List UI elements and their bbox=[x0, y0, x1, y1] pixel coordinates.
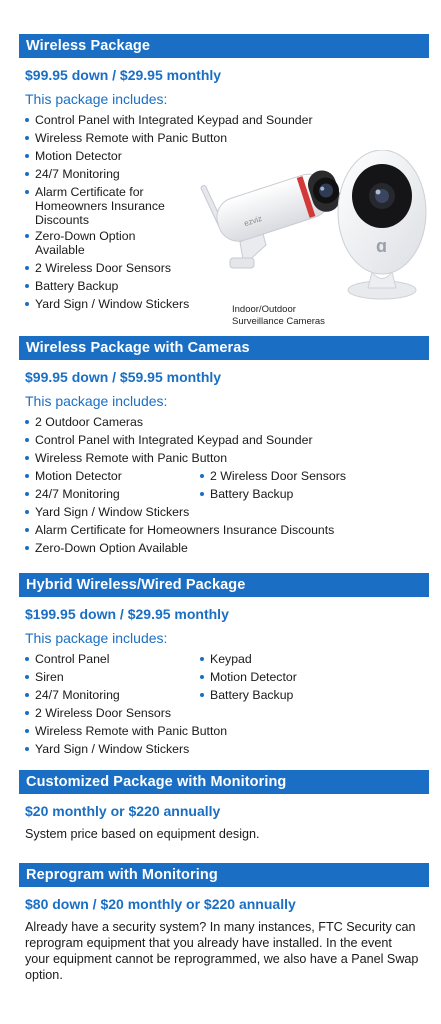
description: Already have a security system? In many instances, FTC Security can reprogram equipment that you already have installed. In the event your equipment cannot be reprogrammed, we also have a Panel Swap option. bbox=[25, 920, 419, 982]
list-item: Battery Backup bbox=[200, 485, 346, 503]
list-item: Wireless Remote with Panic Button bbox=[25, 129, 325, 147]
feature-columns bbox=[19, 650, 429, 704]
hybrid-package-section bbox=[19, 573, 429, 758]
list-item: 2 Wireless Door Sensors bbox=[25, 704, 429, 722]
list-item: 24/7 Monitoring bbox=[25, 165, 199, 183]
section-title: Wireless Package bbox=[19, 34, 429, 58]
wireless-cameras-package-section bbox=[19, 336, 429, 557]
list-item: Control Panel bbox=[25, 650, 200, 668]
feature-list-col2 bbox=[200, 467, 346, 503]
list-item: Yard Sign / Window Stickers bbox=[25, 295, 199, 313]
list-item: Zero-Down Option Available bbox=[25, 539, 429, 557]
includes-heading: This package includes: bbox=[25, 393, 168, 409]
price: $99.95 down / $59.95 monthly bbox=[25, 369, 222, 385]
list-item: 2 Wireless Door Sensors bbox=[200, 467, 346, 485]
camera-illustration bbox=[200, 150, 430, 310]
list-item: 24/7 Monitoring bbox=[25, 485, 200, 503]
list-item: Yard Sign / Window Stickers bbox=[25, 740, 429, 758]
section-title: Reprogram with Monitoring bbox=[19, 863, 429, 887]
includes-heading: This package includes: bbox=[25, 91, 168, 107]
section-title: Wireless Package with Cameras bbox=[19, 336, 429, 360]
list-item: Alarm Certificate for Homeowners Insurance Discounts bbox=[25, 185, 200, 227]
camera-logo-text: ɑ bbox=[376, 236, 387, 256]
list-item: Motion Detector bbox=[25, 467, 200, 485]
price: $199.95 down / $29.95 monthly bbox=[25, 606, 229, 622]
list-item: Control Panel with Integrated Keypad and Sounder bbox=[25, 431, 429, 449]
description: System price based on equipment design. bbox=[25, 827, 260, 841]
feature-list bbox=[19, 704, 429, 758]
feature-list bbox=[19, 503, 429, 557]
price: $20 monthly or $220 annually bbox=[25, 803, 221, 819]
list-item: Keypad bbox=[200, 650, 297, 668]
list-item: Control Panel with Integrated Keypad and Sounder bbox=[25, 111, 425, 129]
reprogram-section bbox=[19, 863, 429, 983]
list-item: Wireless Remote with Panic Button bbox=[25, 449, 429, 467]
camera-brand-text: ezviz bbox=[242, 213, 264, 229]
list-item: Wireless Remote with Panic Button bbox=[25, 722, 429, 740]
image-caption: Indoor/Outdoor Surveillance Cameras bbox=[232, 304, 325, 327]
feature-list-col1 bbox=[25, 650, 200, 704]
list-item: Battery Backup bbox=[25, 277, 199, 295]
list-item: 24/7 Monitoring bbox=[25, 686, 200, 704]
list-item: Zero-Down Option Available bbox=[25, 229, 165, 257]
list-item: 2 Outdoor Cameras bbox=[25, 413, 429, 431]
list-item: 2 Wireless Door Sensors bbox=[25, 259, 199, 277]
list-item: Siren bbox=[25, 668, 200, 686]
list-item: Yard Sign / Window Stickers bbox=[25, 503, 429, 521]
surveillance-cameras-image bbox=[200, 150, 430, 310]
feature-list bbox=[19, 413, 429, 467]
feature-list-col2 bbox=[200, 650, 297, 704]
price: $99.95 down / $29.95 monthly bbox=[25, 67, 222, 83]
feature-columns bbox=[19, 467, 429, 503]
section-title: Hybrid Wireless/Wired Package bbox=[19, 573, 429, 597]
includes-heading: This package includes: bbox=[25, 630, 168, 646]
list-item: Battery Backup bbox=[200, 686, 297, 704]
list-item: Motion Detector bbox=[200, 668, 297, 686]
list-item: Motion Detector bbox=[25, 147, 199, 165]
feature-list-col1 bbox=[25, 467, 200, 503]
section-title: Customized Package with Monitoring bbox=[19, 770, 429, 794]
list-item: Alarm Certificate for Homeowners Insurance Discounts bbox=[25, 521, 429, 539]
customized-package-section bbox=[19, 770, 429, 842]
price: $80 down / $20 monthly or $220 annually bbox=[25, 896, 296, 912]
